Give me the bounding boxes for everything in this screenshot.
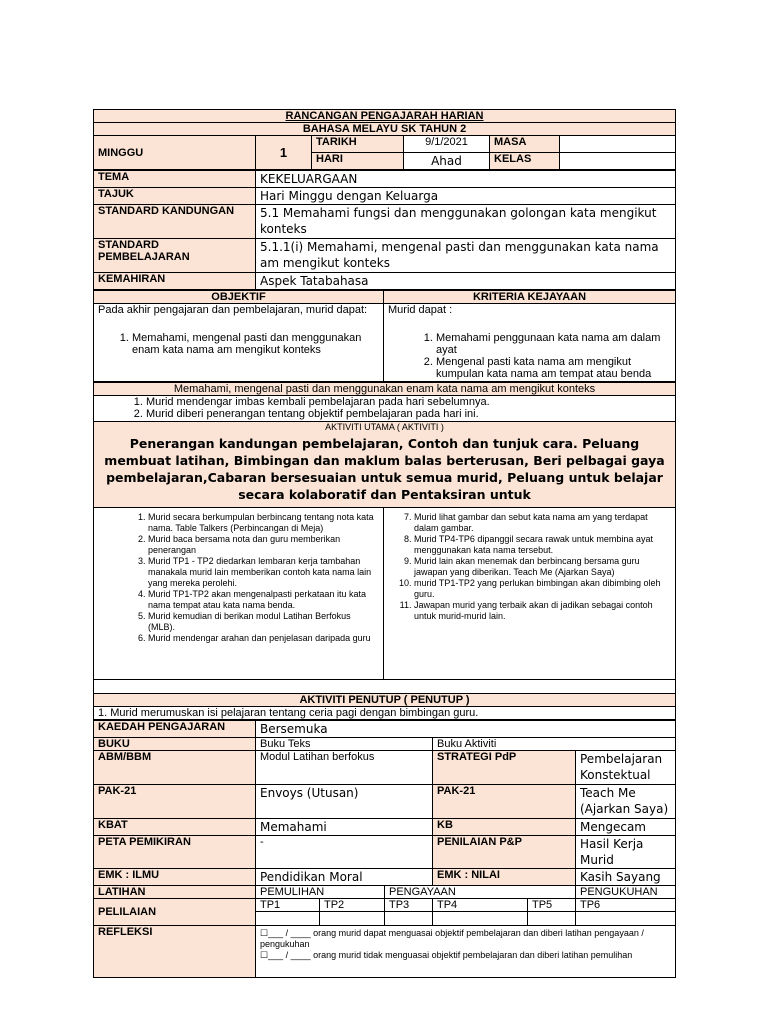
minggu-value: 1 <box>256 136 312 170</box>
page-title: RANCANGAN PENGAJARAH HARIAN <box>94 110 676 123</box>
aktiviti-right-cell <box>384 508 676 680</box>
aktiviti-utama-heading: AKTIVITI UTAMA ( AKTIVITI ) <box>325 422 444 432</box>
tajuk-value: Hari Minggu dengan Keluarga <box>256 188 676 205</box>
kb-label: KB <box>433 819 576 836</box>
standard-pembelajaran-value: 5.1.1(i) Memahami, mengenal pasti dan menggunakan kata nama am mengikut konteks <box>256 239 676 273</box>
standard-kandungan-label: STANDARD KANDUNGAN <box>94 205 256 239</box>
peta-label: PETA PEMIKIRAN <box>94 836 256 869</box>
tajuk-label: TAJUK <box>94 188 256 205</box>
penilaian-label: PENILAIAN P&P <box>433 836 576 869</box>
tema-value: KEKELUARGAAN <box>256 171 676 188</box>
tp-header: TP1 <box>256 899 320 912</box>
kriteria-item: 2. Mengenal pasti kata nama am mengikut kumpulan kata nama am tempat atau benda <box>436 356 671 380</box>
content-table <box>93 170 676 290</box>
kriteria-heading: KRITERIA KEJAYAAN <box>384 291 676 304</box>
aktiviti-item: 2. Murid baca bersama nota dan guru memberikan penerangan <box>148 534 379 556</box>
refleksi-cell <box>256 926 676 978</box>
latihan-pengukuhan: PENGUKUHAN <box>576 886 676 899</box>
standard-pembelajaran-label: STANDARD PEMBELAJARAN <box>94 239 256 273</box>
set-induksi-item: 2. Murid diberi penerangan tentang objektif pembelajaran pada hari ini. <box>146 408 671 420</box>
page-subtitle: BAHASA MELAYU SK TAHUN 2 <box>94 123 676 136</box>
pak21-value-2: Teach Me (Ajarkan Saya) <box>576 785 676 819</box>
tema-label: TEMA <box>94 171 256 188</box>
tp-header: TP3 <box>385 899 433 912</box>
kelas-value <box>560 153 676 170</box>
tp-header: TP6 <box>576 899 676 912</box>
peta-value: - <box>256 836 433 869</box>
pak21-value: Envoys (Utusan) <box>256 785 433 819</box>
buku-aktiviti: Buku Aktiviti <box>433 738 676 751</box>
set-induksi-heading: Memahami, mengenal pasti dan menggunakan enam kata nama am mengikut konteks <box>94 383 676 396</box>
kelas-label: KELAS <box>490 153 560 170</box>
tp-cell[interactable] <box>433 912 528 926</box>
tp-cell[interactable] <box>385 912 433 926</box>
tp-cell[interactable] <box>528 912 576 926</box>
hari-value: Ahad <box>404 153 490 170</box>
aktiviti-item: 4. Murid TP1-TP2 akan mengenalpasti perkataan itu kata nama tempat atau kata nama benda. <box>148 589 379 611</box>
tp-cell[interactable] <box>256 912 320 926</box>
header-table <box>93 109 676 170</box>
masa-value <box>560 136 676 153</box>
strategi-label: STRATEGI PdP <box>433 751 576 785</box>
spacer-row <box>94 680 676 694</box>
tarikh-value: 9/1/2021 <box>404 136 490 153</box>
kbat-value: Memahami <box>256 819 433 836</box>
strategi-value: Pembelajaran Konstektual <box>576 751 676 785</box>
set-induksi-cell <box>94 396 676 422</box>
aktiviti-utama-cell <box>94 422 676 508</box>
penutup-text: 1. Murid merumuskan isi pelajaran tentang ceria pagi dengan bimbingan guru. <box>94 707 676 720</box>
objective-table <box>93 290 676 382</box>
aktiviti-item: 1. Murid secara berkumpulan berbincang tentang nota kata nama. Table Talkers (Perbincangan di Meja) <box>148 512 379 534</box>
aktiviti-left-cell <box>94 508 384 680</box>
hari-label: HARI <box>312 153 404 170</box>
tp-header: TP5 <box>528 899 576 912</box>
kaedah-value: Bersemuka <box>256 721 676 738</box>
latihan-pengayaan: PENGAYAAN <box>385 886 576 899</box>
objektif-item: 1. Memahami, mengenal pasti dan menggunakan enam kata nama am mengikut konteks <box>132 332 379 356</box>
aktiviti-item: 7. Murid lihat gambar dan sebut kata nama am yang terdapat dalam gambar. <box>414 512 671 534</box>
minggu-label: MINGGU <box>94 136 256 170</box>
kemahiran-label: KEMAHIRAN <box>94 273 256 290</box>
kaedah-label: KAEDAH PENGAJARAN <box>94 721 256 738</box>
standard-kandungan-value: 5.1 Memahami fungsi dan menggunakan golongan kata mengikut konteks <box>256 205 676 239</box>
aktiviti-item: 11. Jawapan murid yang terbaik akan di jadikan sebagai contoh untuk murid-murid lain. <box>414 600 671 622</box>
latihan-pemulihan: PEMULIHAN <box>256 886 385 899</box>
lesson-plan-sheet <box>93 109 675 978</box>
tp-header: TP4 <box>433 899 528 912</box>
kemahiran-value: Aspek Tatabahasa <box>256 273 676 290</box>
tarikh-label: TARIKH <box>312 136 404 153</box>
kriteria-item: 1. Memahami penggunaan kata nama am dalam ayat <box>436 332 671 356</box>
aktiviti-item: 6. Murid mendengar arahan dan penjelasan daripada guru <box>148 633 379 644</box>
set-induksi-item: 1. Murid mendengar imbas kembali pembelajaran pada hari sebelumnya. <box>146 396 671 408</box>
refleksi-line-2: ☐___ / ____ orang murid tidak menguasai objektif pembelajaran dan diberi latihan pemulihan <box>260 950 633 960</box>
kriteria-intro: Murid dapat : <box>388 304 453 316</box>
emk-ilmu-value: Pendidikan Moral <box>256 869 433 886</box>
activity-table <box>93 382 676 720</box>
pelilaian-label: PELILAIAN <box>94 899 256 926</box>
kbat-label: KBAT <box>94 819 256 836</box>
objektif-cell <box>94 304 384 382</box>
pak21-label: PAK-21 <box>94 785 256 819</box>
objektif-heading: OBJEKTIF <box>94 291 384 304</box>
tp-cell[interactable] <box>576 912 676 926</box>
emk-nilai-value: Kasih Sayang <box>576 869 676 886</box>
aktiviti-item: 10. murid TP1-TP2 yang perlukan bimbingan akan dibimbing oleh guru. <box>414 578 671 600</box>
details-table <box>93 720 676 978</box>
tp-header: TP2 <box>320 899 385 912</box>
emk-ilmu-label: EMK : ILMU <box>94 869 256 886</box>
aktiviti-utama-summary: Penerangan kandungan pembelajaran, Contoh dan tunjuk cara. Peluang membuat latihan, Bimbingan dan maklum balas berterusan, Beri pelbagai gaya pembelajaran,Cabaran bersesuaian untuk semua murid, Peluang untuk belajar secara kolaboratif dan Pentaksiran untuk <box>104 436 665 502</box>
penilaian-value: Hasil Kerja Murid <box>576 836 676 869</box>
refleksi-line-1: ☐___ / ____ orang murid dapat menguasai objektif pembelajaran dan diberi latihan pengayaan / pengukuhan <box>260 928 644 949</box>
buku-teks: Buku Teks <box>256 738 433 751</box>
kriteria-cell <box>384 304 676 382</box>
aktiviti-item: 3. Murid TP1 - TP2 diedarkan lembaran kerja tambahan manakala murid lain memberikan contoh kata nama lain yang mereka perolehi. <box>148 556 379 589</box>
emk-nilai-label: EMK : NILAI <box>433 869 576 886</box>
refleksi-label: REFLEKSI <box>94 926 256 978</box>
aktiviti-item: 9. Murid lain akan menemak dan berbincang bersama guru jawapan yang diberikan. Teach Me (Ajarkan Saya) <box>414 556 671 578</box>
aktiviti-item: 5. Murid kemudian di berikan modul Latihan Berfokus (MLB). <box>148 611 379 633</box>
objektif-intro: Pada akhir pengajaran dan pembelajaran, murid dapat: <box>98 304 368 316</box>
latihan-label: LATIHAN <box>94 886 256 899</box>
aktiviti-item: 8. Murid TP4-TP6 dipanggil secara rawak untuk membina ayat menggunakan kata nama tersebut. <box>414 534 671 556</box>
abm-value: Modul Latihan berfokus <box>256 751 433 785</box>
abm-label: ABM/BBM <box>94 751 256 785</box>
masa-label: MASA <box>490 136 560 153</box>
pak21-label-2: PAK-21 <box>433 785 576 819</box>
penutup-heading: AKTIVITI PENUTUP ( PENUTUP ) <box>94 694 676 707</box>
buku-label: BUKU <box>94 738 256 751</box>
kb-value: Mengecam <box>576 819 676 836</box>
tp-cell[interactable] <box>320 912 385 926</box>
